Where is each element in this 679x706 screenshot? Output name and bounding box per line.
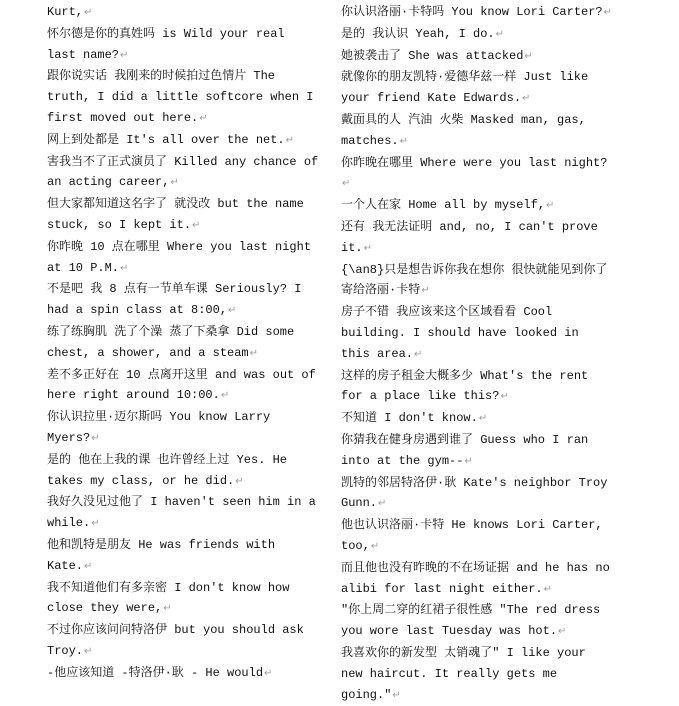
subtitle-line (47, 279, 319, 322)
paragraph-mark-icon: ↵ (392, 689, 401, 701)
subtitle-text: 你昨晚 10 点在哪里 Where you last night at 10 P.M. (47, 239, 312, 275)
subtitle-text: 但大家都知道这名字了 就没改 but the name stuck, so I kept it. (47, 197, 304, 232)
subtitle-text: 差不多正好在 10 点离开这里 and was out of here right around 10:00. (47, 367, 316, 403)
paragraph-mark-icon: ↵ (199, 112, 208, 124)
right-column (341, 2, 613, 706)
paragraph-mark-icon: ↵ (414, 348, 423, 360)
paragraph-mark-icon: ↵ (220, 390, 230, 402)
subtitle-line (341, 2, 613, 24)
subtitle-line (47, 237, 319, 280)
subtitle-text: 不知道 I don't know. (341, 411, 478, 426)
subtitle-line (341, 260, 613, 303)
subtitle-line (47, 620, 319, 663)
subtitle-text: 凯特的邻居特洛伊·耿 Kate's neighbor Troy Gunn. (341, 475, 608, 511)
subtitle-text: 害我当不了正式演员了 Killed any chance of an acting career, (47, 154, 319, 190)
subtitle-text: 不是吧 我 8 点有一节单车课 Seriously? I had a spin class at 8:00, (47, 282, 302, 318)
subtitle-line (47, 535, 319, 578)
subtitle-line (341, 46, 613, 68)
paragraph-mark-icon: ↵ (464, 455, 473, 467)
paragraph-mark-icon: ↵ (495, 28, 505, 40)
paragraph-mark-icon: ↵ (84, 645, 93, 657)
paragraph-mark-icon: ↵ (84, 7, 93, 18)
subtitle-line (47, 578, 319, 621)
subtitle-line (47, 322, 319, 365)
subtitle-text: 这样的房子租金大概多少 What's the rent for a place like this? (341, 368, 589, 404)
subtitle-text: 怀尔德是你的真姓吗 is Wild your real last name? (47, 26, 285, 62)
subtitle-text: 我不知道他们有多亲密 I don't know how close they were, (47, 580, 290, 616)
subtitle-text: 练了练胸肌 洗了个澡 蒸了下桑拿 Did some chest, a shower, and a steam (47, 324, 295, 360)
subtitle-text: 跟你说实话 我刚来的时候拍过色情片 The truth, I did a little softcore when I first moved out here. (47, 69, 314, 125)
paragraph-mark-icon: ↵ (603, 7, 613, 18)
subtitle-line (47, 194, 319, 237)
paragraph-mark-icon: ↵ (163, 603, 172, 615)
paragraph-mark-icon: ↵ (264, 667, 273, 679)
subtitle-text: 他也认识洛丽·卡特 He knows Lori Carter, too, (341, 518, 603, 553)
paragraph-mark-icon: ↵ (192, 219, 201, 231)
subtitle-text: 你昨晚在哪里 Where were you last night? (341, 155, 608, 170)
paragraph-mark-icon: ↵ (399, 135, 408, 147)
paragraph-mark-icon: ↵ (91, 432, 100, 444)
subtitle-line (341, 67, 613, 110)
subtitle-text: "你上周二穿的红裙子很性感 "The red dress you wore last Tuesday was hot. (341, 603, 601, 639)
subtitle-line (341, 643, 613, 706)
subtitle-text: 房子不错 我应该来这个区域看看 Cool building. I should have looked in this area. (341, 305, 579, 361)
subtitle-text: {\an8}只是想告诉你我在想你 很快就能见到你了 寄给洛丽·卡特 (341, 262, 608, 298)
subtitle-line (47, 663, 319, 685)
subtitle-line (47, 24, 319, 67)
subtitle-text: 网上到处都是 It's all over the net. (47, 132, 285, 147)
paragraph-mark-icon: ↵ (421, 285, 430, 297)
paragraph-mark-icon: ↵ (170, 177, 179, 189)
subtitle-text: 我喜欢你的新发型 太销魂了" I like your new haircut. It really gets me going." (341, 645, 586, 702)
subtitle-text: 戴面具的人 汽油 火柴 Masked man, gas, matches. (341, 112, 586, 148)
subtitle-text: 你认识拉里·迈尔斯吗 You know Larry Myers? (47, 410, 271, 445)
subtitle-text: 是的 我认识 Yeah, I do. (341, 26, 495, 41)
subtitle-line (47, 365, 319, 408)
subtitle-text: 他和凯特是朋友 He was friends with Kate. (47, 537, 276, 573)
subtitle-line (47, 2, 319, 24)
paragraph-mark-icon: ↵ (120, 262, 129, 274)
subtitle-text: 还有 我无法证明 and, no, I can't prove it. (341, 219, 598, 255)
subtitle-line (341, 110, 613, 153)
paragraph-mark-icon: ↵ (120, 49, 129, 61)
subtitle-text: 你认识洛丽·卡特吗 You know Lori Carter? (341, 5, 603, 19)
subtitle-text: 你猜我在健身房遇到谁了 Guess who I ran into at the gym-- (341, 432, 589, 468)
subtitle-line (341, 195, 613, 217)
subtitle-line (341, 430, 613, 473)
subtitle-text: 而且他也没有昨晚的不在场证据 and he has no alibi for last night either. (341, 560, 610, 596)
paragraph-mark-icon: ↵ (522, 93, 531, 105)
paragraph-mark-icon: ↵ (546, 200, 555, 212)
subtitle-line (341, 153, 613, 196)
paragraph-mark-icon: ↵ (500, 391, 509, 403)
paragraph-mark-icon: ↵ (228, 305, 237, 317)
subtitle-line (341, 24, 613, 46)
paragraph-mark-icon: ↵ (378, 498, 387, 510)
paragraph-mark-icon: ↵ (285, 134, 295, 146)
subtitle-line (47, 407, 319, 450)
paragraph-mark-icon: ↵ (249, 347, 259, 359)
subtitle-text: 是的 他在上我的课 也许曾经上过 Yes. He takes my class, or he did. (47, 452, 288, 488)
paragraph-mark-icon: ↵ (558, 626, 567, 638)
subtitle-text: 我好久没见过他了 I haven't seen him in a while. (47, 495, 316, 531)
paragraph-mark-icon: ↵ (524, 50, 533, 62)
paragraph-mark-icon: ↵ (543, 583, 553, 595)
paragraph-mark-icon: ↵ (370, 540, 380, 552)
paragraph-mark-icon: ↵ (84, 560, 93, 572)
subtitle-line (341, 473, 613, 516)
left-column (47, 2, 319, 685)
subtitle-text: -他应该知道 -特洛伊·耿 - He would (47, 665, 264, 680)
subtitle-line (341, 515, 613, 558)
subtitle-text: 不过你应该问问特洛伊 but you should ask Troy. (47, 623, 304, 658)
subtitle-text: 她被袭击了 She was attacked (341, 48, 524, 63)
subtitle-line (47, 66, 319, 129)
subtitle-line (341, 366, 613, 409)
paragraph-mark-icon: ↵ (91, 518, 100, 530)
subtitle-line (341, 217, 613, 260)
subtitle-text: 一个人在家 Home all by myself, (341, 198, 546, 213)
paragraph-mark-icon: ↵ (235, 475, 244, 487)
subtitle-line (47, 152, 319, 195)
paragraph-mark-icon: ↵ (342, 178, 351, 190)
paragraph-mark-icon: ↵ (363, 242, 372, 254)
subtitle-text: 就像你的朋友凯特·爱德华兹一样 Just like your friend Kate Edwards. (341, 70, 589, 106)
paragraph-mark-icon: ↵ (478, 413, 488, 425)
subtitle-line (341, 558, 613, 601)
subtitle-line (47, 450, 319, 493)
subtitle-line (47, 130, 319, 152)
subtitle-line (341, 600, 613, 643)
subtitle-text: Kurt, (47, 5, 84, 19)
subtitle-line (341, 408, 613, 430)
subtitle-line (47, 492, 319, 535)
subtitle-line (341, 302, 613, 365)
